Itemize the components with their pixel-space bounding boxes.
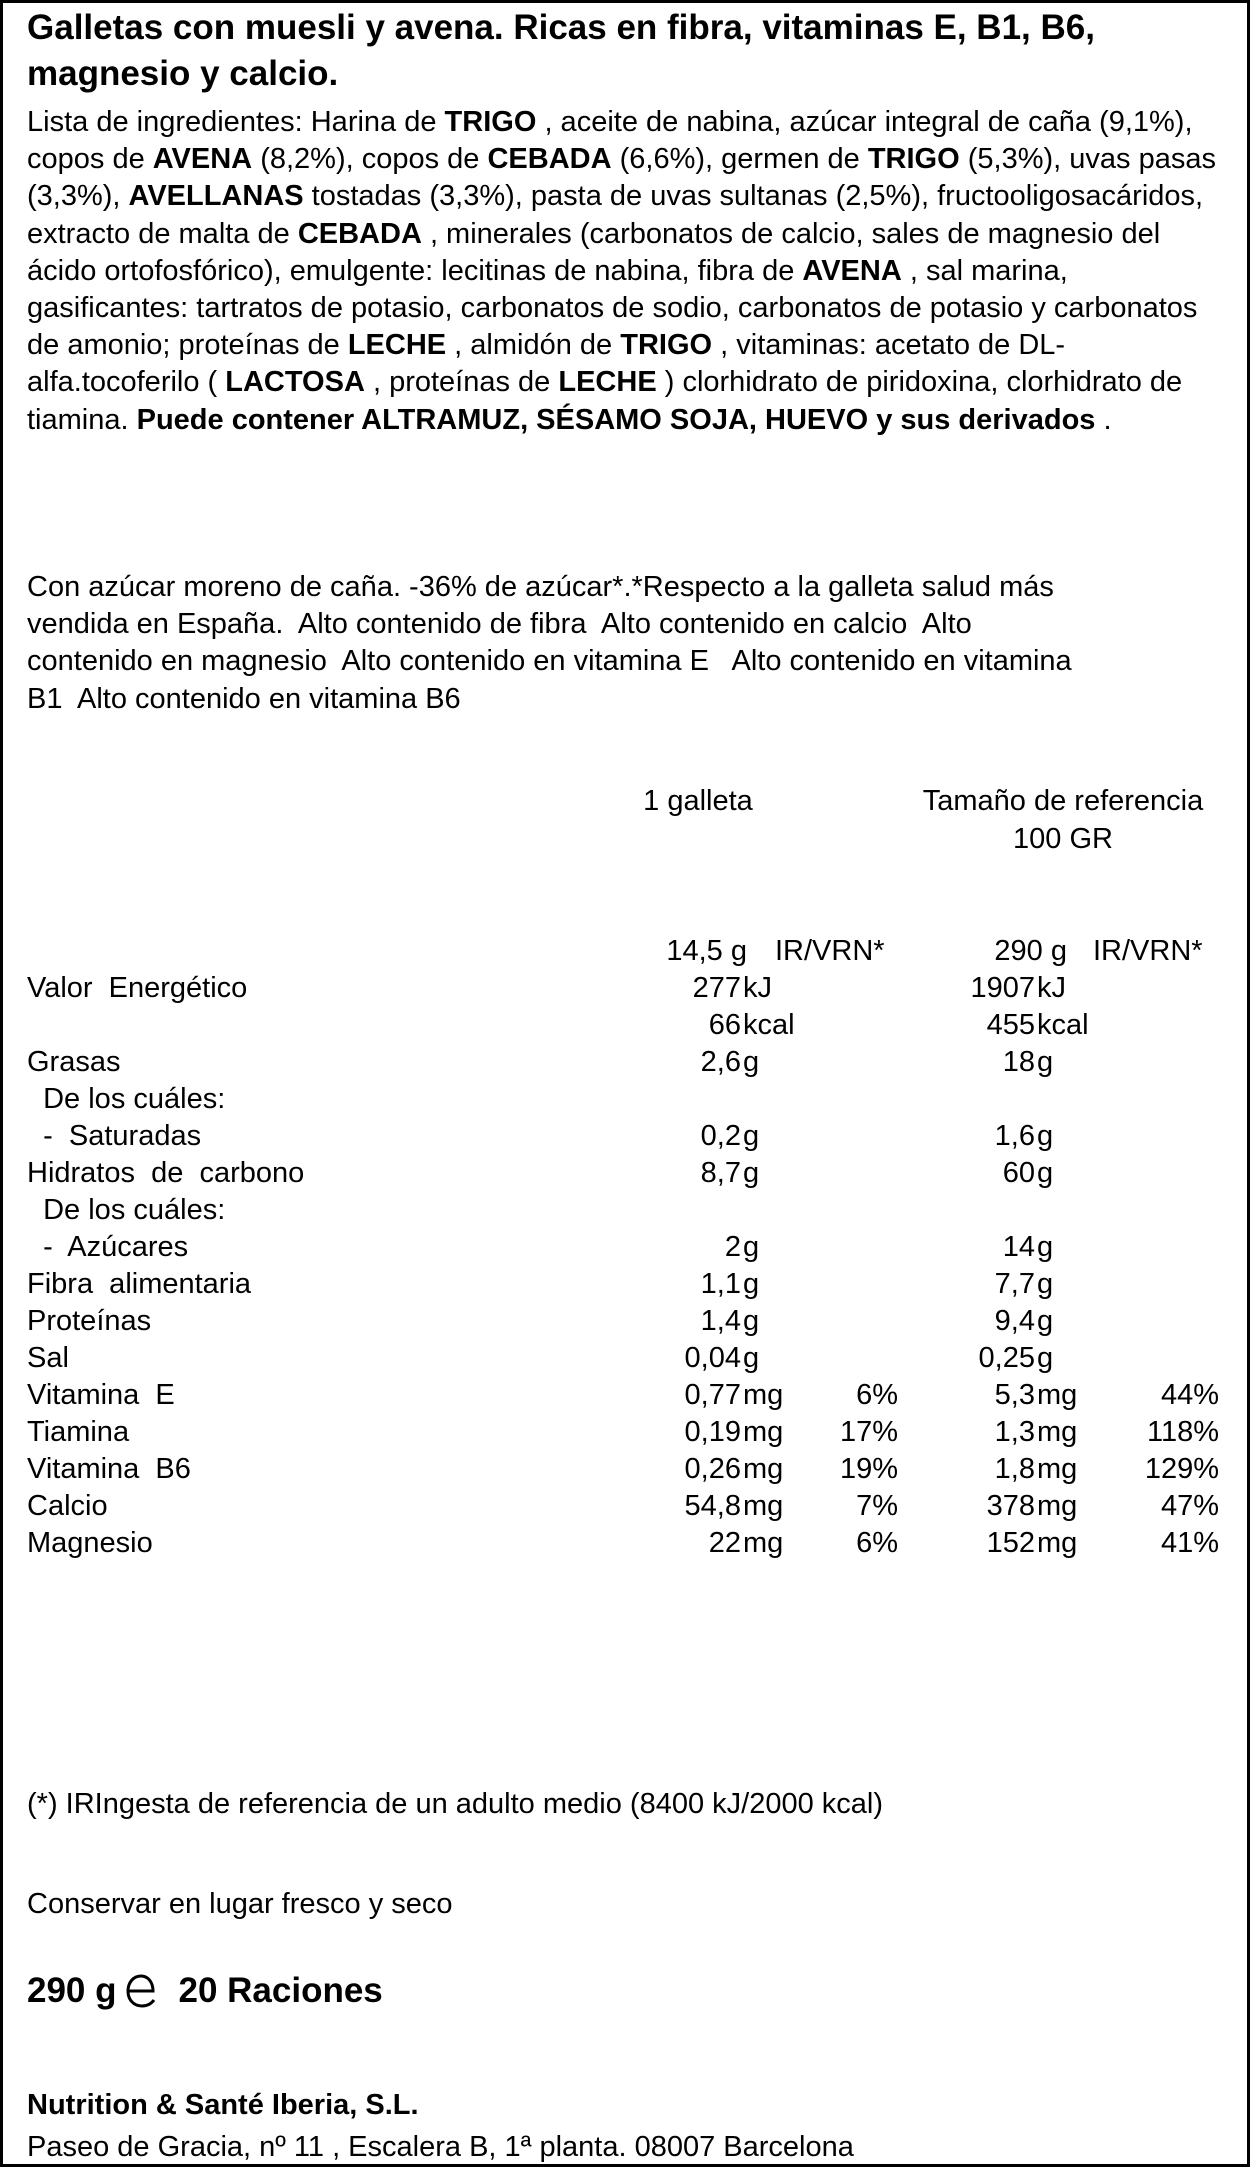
reference-unit: kcal <box>1037 1009 1089 1041</box>
allergen-text: CEBADA <box>297 217 422 250</box>
reference-unit: g <box>1037 1268 1054 1300</box>
portion-value: 1,1 <box>700 1268 741 1300</box>
reference-unit: mg <box>1037 1416 1078 1448</box>
portion-value: 2,6 <box>700 1046 741 1078</box>
portion-ir-percent: 17% <box>839 1416 898 1448</box>
portion-unit: g <box>743 1342 760 1374</box>
reference-value: 378 <box>986 1490 1035 1522</box>
ingredient-text: . <box>1095 403 1112 436</box>
portion-unit: g <box>743 1046 760 1078</box>
reference-value: 5,3 <box>994 1379 1035 1411</box>
portion-unit: mg <box>743 1453 784 1485</box>
portion-unit: g <box>743 1231 760 1263</box>
reference-value: 0,25 <box>978 1342 1035 1374</box>
net-weight: 290 g <box>27 1971 117 2010</box>
column-ir-header: IR/VRN* <box>1093 935 1203 967</box>
reference-ir-percent: 44% <box>1160 1379 1219 1411</box>
nutrient-label: Proteínas <box>27 1305 152 1337</box>
reference-value: 1907 <box>970 972 1035 1004</box>
claim-line: B1 Alto contenido en vitamina B6 <box>27 682 461 715</box>
allergen-text: AVELLANAS <box>128 180 304 213</box>
reference-unit: mg <box>1037 1379 1078 1411</box>
reference-ir-percent: 41% <box>1160 1527 1219 1559</box>
allergen-text: TRIGO <box>444 106 537 138</box>
portion-value: 0,77 <box>684 1379 741 1411</box>
portion-value: 2 <box>724 1231 741 1263</box>
nutrient-label: Vitamina B6 <box>27 1453 191 1485</box>
portion-ir-percent: 6% <box>856 1379 898 1411</box>
company-name: Nutrition & Santé Iberia, S.L. <box>27 2089 419 2121</box>
allergen-text: AVENA <box>802 254 902 287</box>
portion-unit: kJ <box>743 972 772 1004</box>
estimated-sign-icon <box>123 1971 159 2011</box>
ingredient-text: (6,6%), germen de <box>611 143 868 176</box>
nutrient-label: Fibra alimentaria <box>27 1268 252 1300</box>
reference-value: 1,3 <box>994 1416 1035 1448</box>
portion-unit: mg <box>743 1490 784 1522</box>
portion-value: 1,4 <box>700 1305 741 1337</box>
nutrient-label: De los cuáles: <box>27 1083 226 1115</box>
nutrient-label: Tiamina <box>27 1416 130 1448</box>
portion-unit: g <box>743 1268 760 1300</box>
portion-value: 54,8 <box>684 1490 741 1522</box>
portion-unit: g <box>743 1120 760 1152</box>
column-header-portion: 1 galleta <box>643 785 753 817</box>
portion-value: 0,19 <box>684 1416 741 1448</box>
ingredient-text: Lista de ingredientes: Harina de <box>27 106 445 138</box>
portion-value: 277 <box>692 972 741 1004</box>
nutrient-label: Valor Energético <box>27 972 248 1004</box>
portion-value: 8,7 <box>700 1157 741 1189</box>
portion-value: 0,2 <box>700 1120 741 1152</box>
allergen-text: CEBADA <box>487 143 612 176</box>
column-portion-weight: 14,5 g <box>666 935 747 967</box>
nutrient-label: Sal <box>27 1342 69 1374</box>
reference-unit: mg <box>1037 1453 1078 1485</box>
company-address: Paseo de Gracia, nº 11 , Escalera B, 1ª planta. 08007 Barcelona <box>27 2131 854 2163</box>
allergen-text: TRIGO <box>867 143 960 176</box>
ingredient-text: , vitaminas: acetato de DL-alfa.tocoferilo ( <box>27 329 1066 399</box>
allergen-text: AVENA <box>152 143 253 176</box>
claim-line: vendida en España. Alto contenido de fibra Alto contenido en calcio Alto <box>27 608 972 641</box>
allergen-text: LACTOSA <box>225 366 365 399</box>
nutrient-label: Hidratos de carbono <box>27 1157 305 1189</box>
storage-instructions: Conservar en lugar fresco y seco <box>27 1888 453 1920</box>
allergen-text: LECHE <box>558 366 657 399</box>
ingredient-text: , proteínas de <box>364 366 559 399</box>
portion-ir-percent: 19% <box>839 1453 898 1485</box>
reference-unit: g <box>1037 1046 1054 1078</box>
product-title: Galletas con muesli y avena. Ricas en fibra, vitaminas E, B1, B6, magnesio y calcio. <box>27 8 1095 93</box>
nutrient-label: Calcio <box>27 1490 108 1522</box>
portion-ir-percent: 6% <box>856 1527 898 1559</box>
reference-unit: g <box>1037 1305 1054 1337</box>
portion-unit: mg <box>743 1379 784 1411</box>
portion-unit: kcal <box>743 1009 795 1041</box>
allergen-text: Puede contener ALTRAMUZ, SÉSAMO SOJA, HUEVO y sus derivados <box>136 403 1096 436</box>
portion-unit: mg <box>743 1416 784 1448</box>
reference-value: 60 <box>1002 1157 1035 1189</box>
nutrient-label: - Saturadas <box>27 1120 202 1152</box>
reference-value: 152 <box>986 1527 1035 1559</box>
nutrient-label: De los cuáles: <box>27 1194 226 1226</box>
allergen-text: LECHE <box>347 329 447 362</box>
ingredient-text: tostadas (3,3%), pasta de uvas sultanas (2,5%), fructooligosacáridos, extracto de malta de <box>27 180 1204 250</box>
reference-value: 14 <box>1002 1231 1035 1263</box>
ingredient-text: (5,3%), uvas pasas (3,3%), <box>27 143 1216 213</box>
reference-value: 7,7 <box>994 1268 1035 1300</box>
reference-ir-percent: 129% <box>1144 1453 1219 1485</box>
portion-unit: g <box>743 1157 760 1189</box>
reference-value: 1,6 <box>994 1120 1035 1152</box>
reference-unit: g <box>1037 1342 1054 1374</box>
reference-value: 9,4 <box>994 1305 1035 1337</box>
column-reference-weight: 290 g <box>994 935 1067 967</box>
column-header-reference: Tamaño de referencia <box>922 785 1204 817</box>
reference-intake-footnote: (*) IRIngesta de referencia de un adulto medio (8400 kJ/2000 kcal) <box>27 1788 883 1820</box>
ingredient-text: (8,2%), copos de <box>252 143 488 176</box>
ingredient-text: , aceite de nabina, azúcar integral de caña (9,1%), copos de <box>27 106 1193 176</box>
claim-line: Con azúcar moreno de caña. -36% de azúcar*.*Respecto a la galleta salud más <box>27 571 1054 603</box>
portion-value: 0,26 <box>684 1453 741 1485</box>
reference-unit: mg <box>1037 1490 1078 1522</box>
reference-unit: kJ <box>1037 972 1066 1004</box>
reference-unit: g <box>1037 1120 1054 1152</box>
reference-ir-percent: 118% <box>1146 1416 1219 1448</box>
portion-unit: g <box>743 1305 760 1337</box>
net-weight-row <box>27 1969 383 2013</box>
reference-value: 18 <box>1002 1046 1035 1078</box>
reference-unit: g <box>1037 1231 1054 1263</box>
portion-value: 22 <box>708 1527 741 1559</box>
allergen-text: TRIGO <box>620 329 713 362</box>
column-header-reference-size: 100 GR <box>1013 823 1113 855</box>
ingredient-text: , sal marina, gasificantes: tartratos de potasio, carbonatos de sodio, carbonatos de potasio y carbonatos de amonio; proteínas de <box>27 254 1198 362</box>
reference-unit: mg <box>1037 1527 1078 1559</box>
portions-count: 20 Raciones <box>178 1971 383 2010</box>
nutrient-label: Grasas <box>27 1046 121 1078</box>
ingredient-text: ) clorhidrato de piridoxina, clorhidrato de tiamina. <box>27 366 1183 436</box>
portion-value: 0,04 <box>684 1342 741 1374</box>
portion-value: 66 <box>708 1009 741 1041</box>
nutrient-label: - Azúcares <box>27 1231 189 1263</box>
column-ir-header: IR/VRN* <box>775 935 885 967</box>
ingredient-text: , minerales (carbonatos de calcio, sales de magnesio del ácido ortofosfórico), emulgente: lecitinas de nabina, fibra de <box>27 217 1161 287</box>
claim-line: contenido en magnesio Alto contenido en vitamina E Alto contenido en vitamina <box>27 645 1072 678</box>
nutrient-label: Vitamina E <box>27 1379 175 1411</box>
reference-ir-percent: 47% <box>1160 1490 1219 1522</box>
nutrition-table <box>3 3 1250 1603</box>
reference-value: 455 <box>986 1009 1035 1041</box>
ingredient-text: , almidón de <box>446 329 621 362</box>
reference-value: 1,8 <box>994 1453 1035 1485</box>
nutrient-label: Magnesio <box>27 1527 153 1559</box>
portion-unit: mg <box>743 1527 784 1559</box>
reference-unit: g <box>1037 1157 1054 1189</box>
portion-ir-percent: 7% <box>856 1490 898 1522</box>
